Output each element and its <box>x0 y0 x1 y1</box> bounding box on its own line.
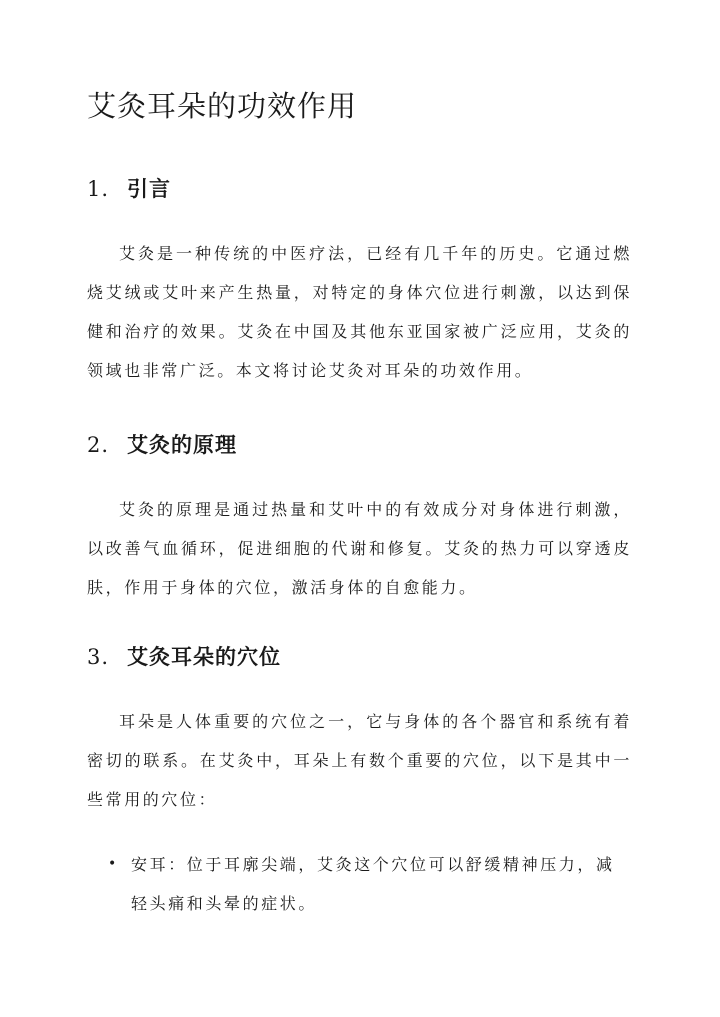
section-number: 3. <box>87 645 110 669</box>
list-item <box>87 845 632 923</box>
section-heading-acupoints <box>87 642 281 672</box>
section-title: 引言 <box>127 176 171 201</box>
acupoint-list <box>87 845 632 923</box>
section-heading-principle <box>87 430 237 460</box>
list-item-text: 安耳：位于耳廓尖端，艾灸这个穴位可以舒缓精神压力，减轻头痛和头晕的症状。 <box>131 855 615 913</box>
section-heading-intro <box>87 174 171 204</box>
section-paragraph-principle: 艾灸的原理是通过热量和艾叶中的有效成分对身体进行刺激，以改善气血循环，促进细胞的代谢和修复。艾灸的热力可以穿透皮肤，作用于身体的穴位，激活身体的自愈能力。 <box>87 500 632 597</box>
bullet-icon: • <box>108 856 119 872</box>
section-paragraph-intro: 艾灸是一种传统的中医疗法，已经有几千年的历史。它通过燃烧艾绒或艾叶来产生热量，对特定的身体穴位进行刺激，以达到保健和治疗的效果。艾灸在中国及其他东亚国家被广泛应用，艾灸的领域也非常广泛。本文将讨论艾灸对耳朵的功效作用。 <box>87 244 632 380</box>
document-title: 艾灸耳朵的功效作用 <box>87 89 358 123</box>
section-paragraph-acupoints: 耳朵是人体重要的穴位之一，它与身体的各个器官和系统有着密切的联系。在艾灸中，耳朵上有数个重要的穴位，以下是其中一些常用的穴位： <box>87 712 632 809</box>
section-title: 艾灸耳朵的穴位 <box>127 644 281 669</box>
section-number: 2. <box>87 433 110 457</box>
section-title: 艾灸的原理 <box>127 432 237 457</box>
section-number: 1. <box>87 177 110 201</box>
